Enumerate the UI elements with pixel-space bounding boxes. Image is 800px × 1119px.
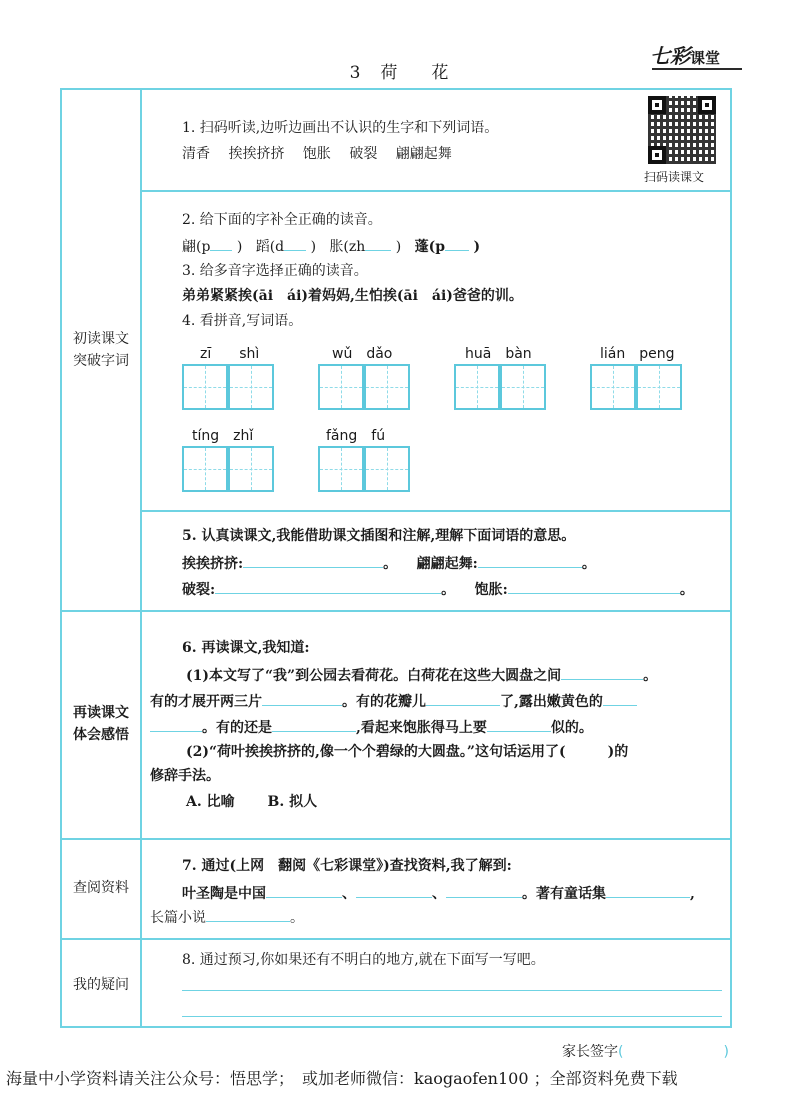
row-divider — [60, 610, 732, 612]
qr-finder — [648, 96, 666, 114]
question-6-line-3: 。有的还是 ,看起来饱胀得马上要 似的。 — [150, 716, 593, 738]
brand-logo: 七彩课堂 — [650, 44, 721, 68]
answer-blank[interactable] — [266, 882, 342, 898]
answer-blank[interactable] — [365, 235, 391, 251]
pinyin-label: tíng zhǐ — [192, 428, 254, 444]
question-6-line-5: 修辞手法。 — [150, 768, 220, 784]
writing-box[interactable] — [318, 446, 364, 492]
writing-box[interactable] — [182, 446, 228, 492]
row-divider — [60, 938, 732, 940]
question-3: 3. 给多音字选择正确的读音。 — [182, 263, 368, 279]
answer-blank[interactable] — [603, 690, 637, 706]
parent-signature: 家长签字( ) — [562, 1040, 729, 1061]
question-8: 8. 通过预习,你如果还有不明白的地方,就在下面写一写吧。 — [182, 952, 545, 968]
answer-blank[interactable] — [606, 882, 690, 898]
pinyin-label: lián peng — [600, 346, 675, 362]
answer-blank[interactable] — [446, 882, 522, 898]
question-1: 1. 扫码听读,边听边画出不认识的生字和下列词语。 — [182, 120, 499, 136]
answer-blank[interactable] — [487, 716, 551, 732]
answer-blank[interactable] — [272, 716, 356, 732]
section-label-second-reading: 再读课文 体会感悟 — [73, 705, 129, 743]
writing-box[interactable] — [636, 364, 682, 410]
answer-blank[interactable] — [426, 690, 500, 706]
question-6-line-2: 有的才展开两三片 。有的花瓣儿 了,露出嫩黄色的 — [150, 690, 637, 712]
writing-box[interactable] — [590, 364, 636, 410]
footer-notice: 海量中小学资料请关注公众号：悟思学； 或加老师微信：kaogaofen100 ；全部资料免费下载 — [6, 1069, 678, 1088]
question-7-line-2: 长篇小说 。 — [150, 906, 304, 928]
writing-box[interactable] — [364, 446, 410, 492]
answer-blank[interactable] — [284, 235, 306, 251]
question-7: 7. 通过(上网 翻阅《七彩课堂》)查找资料,我了解到: — [182, 858, 512, 874]
question-6: 6. 再读课文,我知道: — [182, 640, 310, 656]
answer-blank[interactable] — [206, 906, 290, 922]
question-3-sentence: 弟弟紧紧挨(āi ái)着妈妈,生怕挨(āi ái)爸爸的训。 — [182, 288, 523, 304]
qr-finder — [648, 146, 666, 164]
question-2: 2. 给下面的字补全正确的读音。 — [182, 212, 382, 228]
pinyin-label: zī shì — [200, 346, 260, 362]
answer-blank[interactable] — [215, 578, 441, 594]
answer-blank[interactable] — [262, 690, 342, 706]
decor-line — [524, 190, 589, 192]
column-divider — [140, 88, 142, 1028]
signature-field[interactable] — [623, 1040, 723, 1056]
writing-line[interactable] — [182, 990, 722, 991]
title-char-1: 荷 — [380, 63, 400, 83]
section-label-questions: 我的疑问 — [73, 977, 129, 993]
qr-finder — [698, 96, 716, 114]
row-divider — [60, 838, 732, 840]
writing-box[interactable] — [228, 364, 274, 410]
question-6-options: A. 比喻 B. 拟人 — [186, 794, 318, 810]
pinyin-label: fǎng fú — [326, 428, 386, 444]
question-5-line-2: 破裂: 。 饱胀: 。 — [182, 578, 694, 600]
answer-blank[interactable] — [478, 552, 582, 568]
answer-blank[interactable] — [243, 552, 383, 568]
writing-box[interactable] — [454, 364, 500, 410]
question-7-line-1: 叶圣陶是中国 、 、 。著有童话集 , — [182, 882, 695, 904]
writing-line[interactable] — [182, 1016, 722, 1017]
question-6-line-4: (2)“荷叶挨挨挤挤的,像一个个碧绿的大圆盘。”这句话运用了( )的 — [186, 744, 629, 760]
answer-blank[interactable] — [445, 235, 469, 251]
writing-box[interactable] — [318, 364, 364, 410]
pinyin-label: wǔ dǎo — [332, 346, 393, 362]
title-char-2: 花 — [431, 63, 451, 83]
writing-box[interactable] — [182, 364, 228, 410]
question-5: 5. 认真读课文,我能借助课文插图和注解,理解下面词语的意思。 — [182, 528, 576, 544]
answer-blank[interactable] — [508, 578, 680, 594]
section-label-research: 查阅资料 — [73, 880, 129, 896]
answer-blank[interactable] — [561, 664, 643, 680]
pinyin-label: huā bàn — [465, 346, 532, 362]
question-1-words: 清香 挨挨挤挤 饱胀 破裂 翩翩起舞 — [182, 146, 452, 162]
brand-underline — [652, 68, 742, 70]
question-4: 4. 看拼音,写词语。 — [182, 313, 303, 329]
answer-blank[interactable] — [356, 882, 432, 898]
writing-box[interactable] — [228, 446, 274, 492]
row-divider — [140, 510, 732, 512]
lesson-number: 3 — [349, 63, 363, 83]
question-2-items: 翩(p ) 蹈(d ) 胀(zh ) 蓬(p ) — [182, 235, 480, 257]
writing-box[interactable] — [364, 364, 410, 410]
row-divider — [140, 190, 732, 192]
answer-blank[interactable] — [210, 235, 232, 251]
question-5-line-1: 挨挨挤挤: 。 翩翩起舞: 。 — [182, 552, 596, 574]
section-label-first-reading: 初读课文 突破字词 — [73, 331, 129, 369]
qr-caption: 扫码读课文 — [644, 170, 705, 184]
answer-blank[interactable] — [150, 716, 202, 732]
writing-box[interactable] — [500, 364, 546, 410]
question-6-line-1: (1)本文写了“我”到公园去看荷花。白荷花在这些大圆盘之间 。 — [186, 664, 657, 686]
